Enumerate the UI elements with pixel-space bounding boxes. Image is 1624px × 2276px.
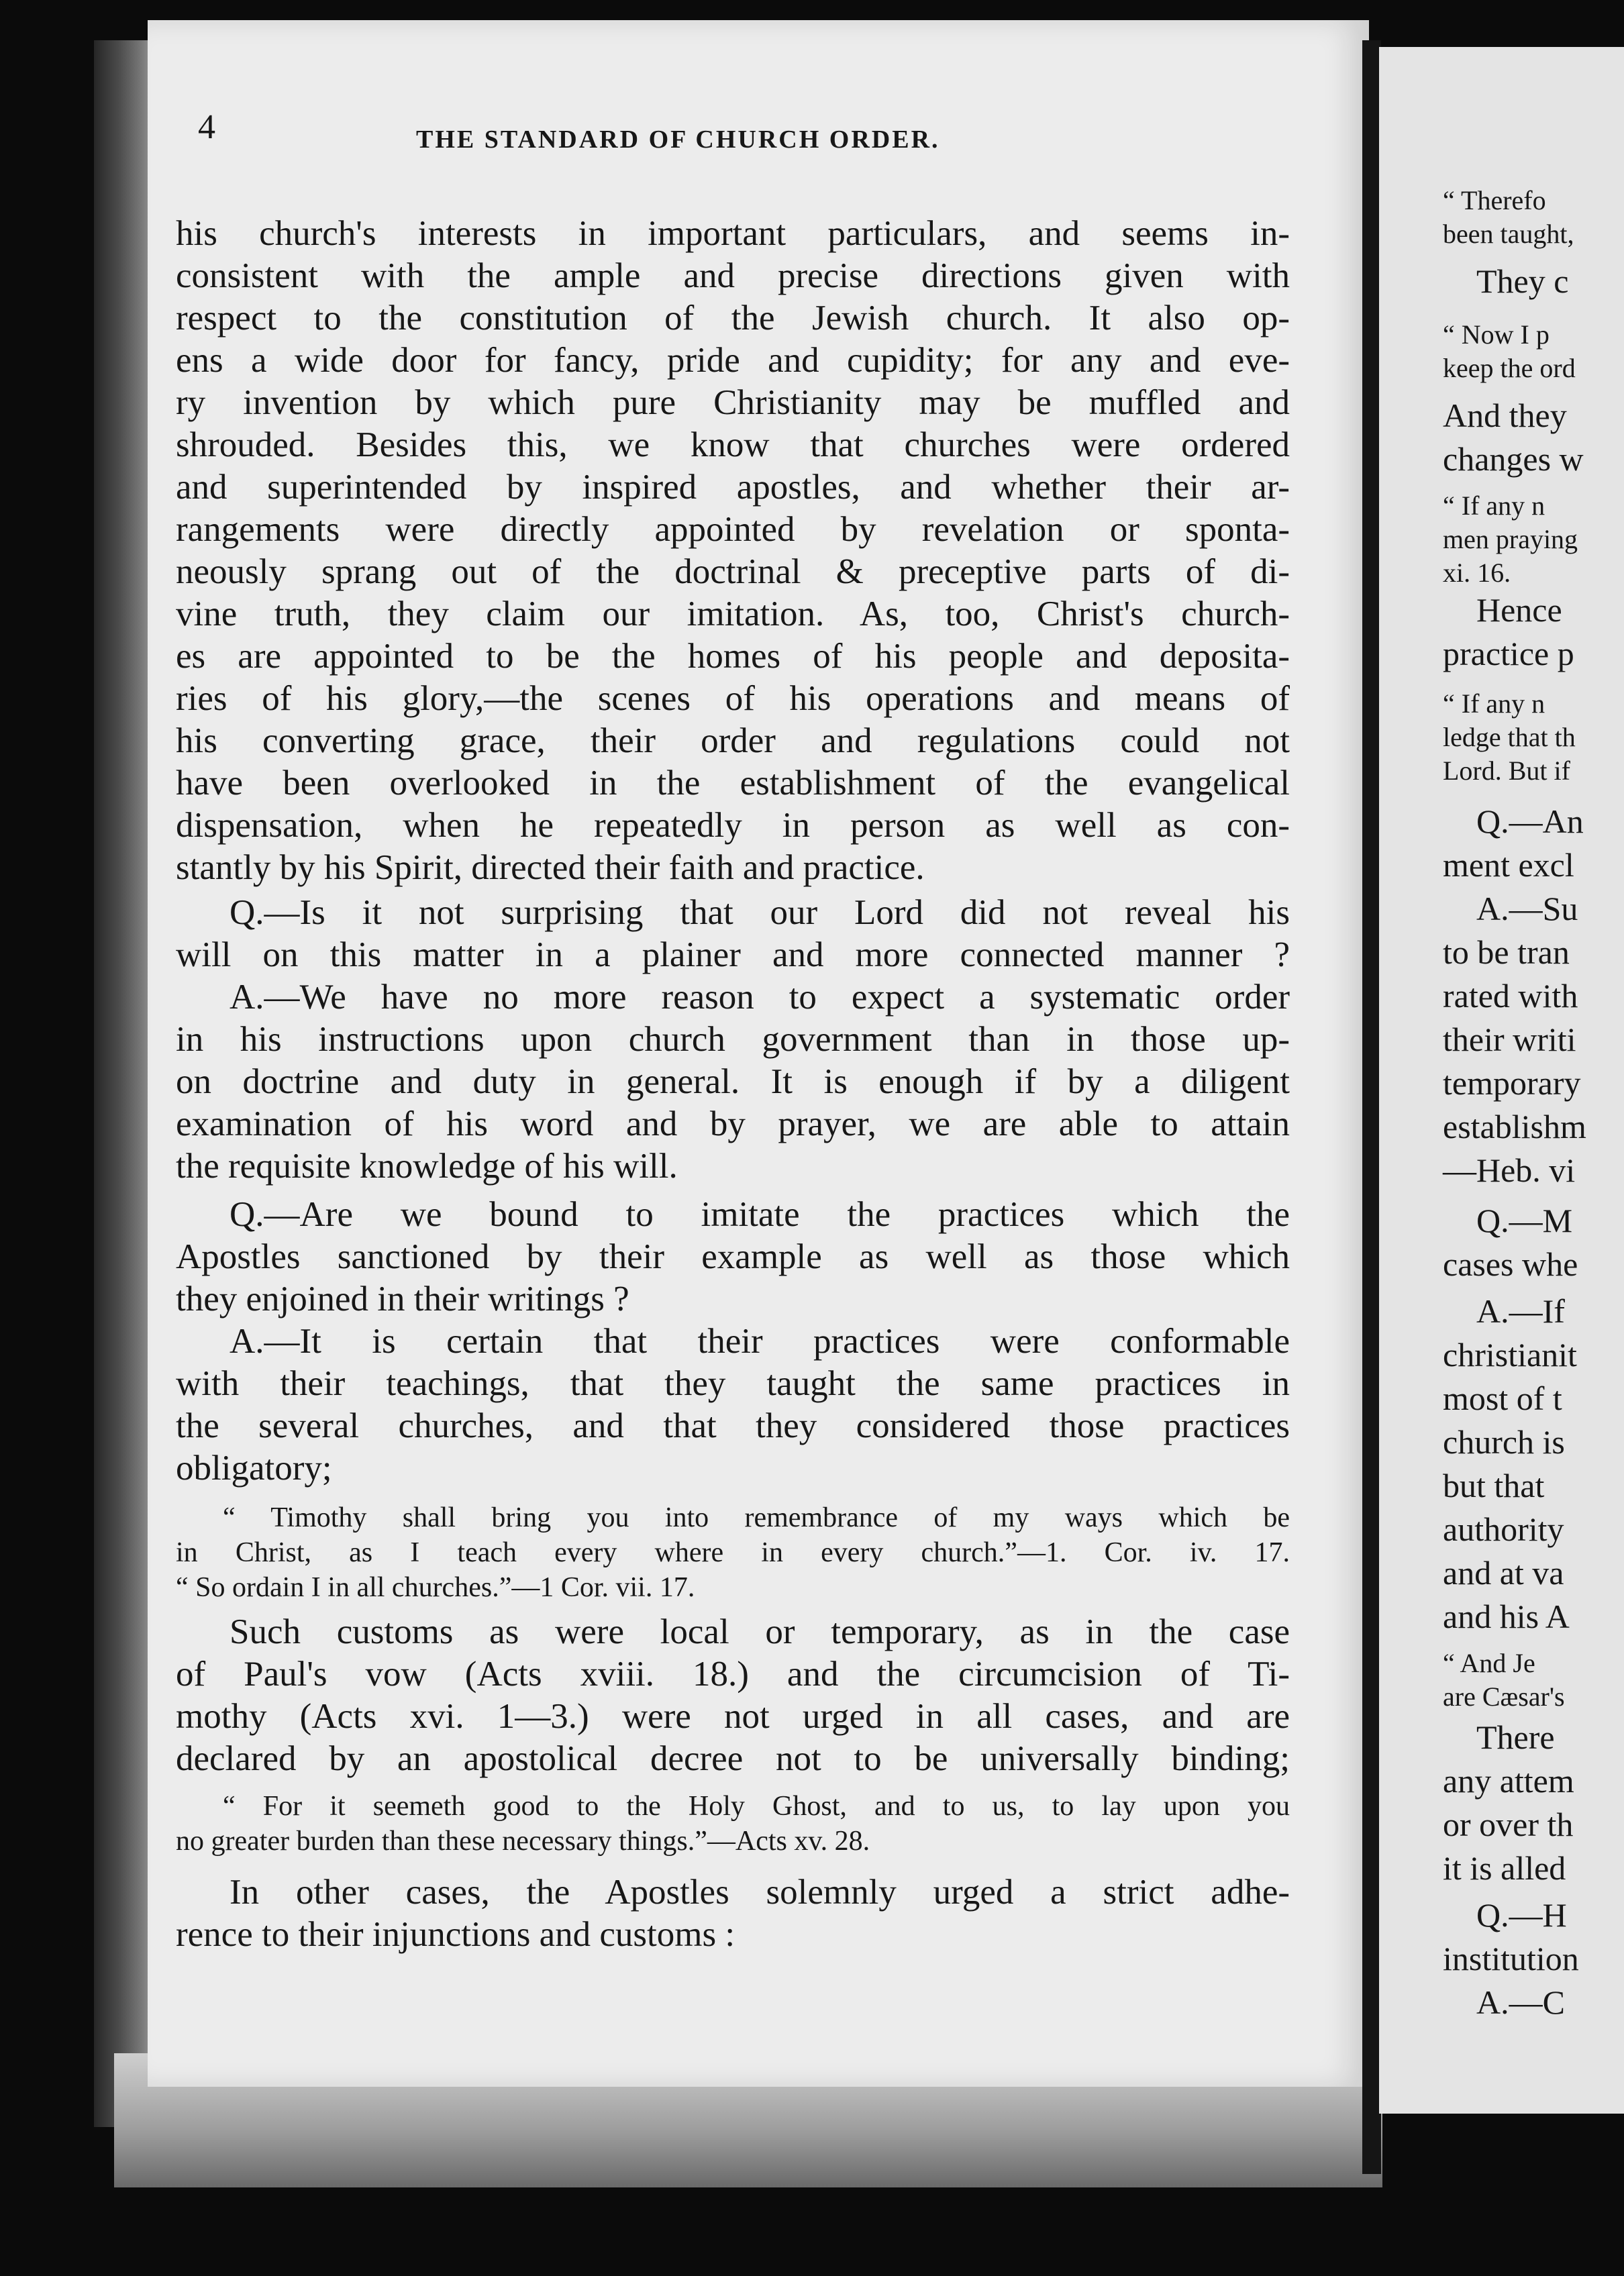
right-text-line: are Cæsar's [1443,1682,1565,1712]
text-line: mothy (Acts xvi. 1—3.) were not urged in all cases, and are [176,1697,1290,1736]
text-line: neously sprang out of the doctrinal & preceptive parts of di- [176,552,1290,591]
text-line: have been overlooked in the establishment of the evangelical [176,764,1290,803]
right-text-line: cases whe [1443,1245,1578,1283]
text-line: shrouded. Besides this, we know that churches were ordered [176,425,1290,464]
scripture-quote-line: in Christ, as I teach every where in every church.”—1. Cor. iv. 17. [176,1537,1290,1568]
right-text-line: ment excl [1443,846,1574,884]
right-text-line: but that [1443,1467,1545,1504]
text-line: the several churches, and that they considered those practices [176,1406,1290,1445]
scripture-quote-line: “ So ordain I in all churches.”—1 Cor. vii. 17. [176,1572,695,1603]
answer-line: A.—It is certain that their practices were conformable [230,1322,1290,1361]
scripture-quote-line: “ For it seemeth good to the Holy Ghost, and to us, to lay upon you [223,1791,1290,1822]
text-line: Such customs as were local or temporary, as in the case [230,1612,1290,1651]
right-text-line: They c [1476,262,1569,300]
right-text-line: A.—C [1476,1983,1565,2021]
right-text-line: Hence [1476,591,1562,629]
right-text-line: and his A [1443,1598,1570,1635]
text-line: and superintended by inspired apostles, and whether their ar- [176,468,1290,507]
right-text-line: christianit [1443,1336,1577,1374]
text-line: with their teachings, that they taught the same practices in [176,1364,1290,1403]
right-text-line: most of t [1443,1380,1562,1417]
right-text-line: establishm [1443,1108,1586,1145]
right-text-line: Q.—H [1476,1896,1567,1934]
right-text-line: men praying [1443,524,1578,554]
right-text-line: And they [1443,397,1567,434]
text-line: stantly by his Spirit, directed their faith and practice. [176,848,925,887]
book-gutter [1362,40,1381,2174]
right-text-line: church is [1443,1423,1565,1461]
right-text-line: There [1476,1718,1555,1756]
right-text-line: practice p [1443,635,1574,672]
text-line: In other cases, the Apostles solemnly urged a strict adhe- [230,1873,1290,1912]
text-line: obligatory; [176,1449,332,1488]
text-line: will on this matter in a plainer and more connected manner ? [176,935,1290,974]
text-line: examination of his word and by prayer, we are able to attain [176,1104,1290,1143]
right-text-line: “ Now I p [1443,319,1550,350]
question-line: Q.—Are we bound to imitate the practices which the [230,1195,1290,1234]
scripture-quote-line: no greater burden than these necessary things.”—Acts xv. 28. [176,1826,870,1857]
scripture-quote-line: “ Timothy shall bring you into remembrance of my ways which be [223,1502,1290,1533]
text-line: on doctrine and duty in general. It is enough if by a diligent [176,1062,1290,1101]
text-line: declared by an apostolical decree not to be universally binding; [176,1739,1290,1778]
text-line: the requisite knowledge of his will. [176,1147,678,1186]
text-line: vine truth, they claim our imitation. As, too, Christ's church- [176,594,1290,633]
right-text-line: changes w [1443,440,1584,478]
right-text-line: been taught, [1443,219,1574,249]
right-text-line: ledge that th [1443,722,1576,752]
text-line: Apostles sanctioned by their example as well as those which [176,1237,1290,1276]
text-line: of Paul's vow (Acts xviii. 18.) and the circumcision of Ti- [176,1655,1290,1694]
right-text-line: keep the ord [1443,353,1576,383]
text-line: consistent with the ample and precise directions given with [176,256,1290,295]
text-line: ens a wide door for fancy, pride and cupidity; for any and eve- [176,341,1290,380]
text-line: respect to the constitution of the Jewish church. It also op- [176,299,1290,338]
right-text-line: temporary [1443,1064,1581,1102]
text-line: they enjoined in their writings ? [176,1280,629,1318]
right-text-line: A.—Su [1476,890,1578,927]
right-text-line: xi. 16. [1443,558,1511,588]
right-text-line: it is alled [1443,1849,1566,1887]
right-text-line: to be tran [1443,933,1570,971]
right-text-line: any attem [1443,1762,1574,1800]
text-line: rence to their injunctions and customs : [176,1915,735,1954]
text-line: his converting grace, their order and regulations could not [176,721,1290,760]
page-number: 4 [198,108,215,146]
right-text-line: institution [1443,1940,1579,1977]
text-line: es are appointed to be the homes of his people and deposita- [176,637,1290,676]
right-text-line: Lord. But if [1443,756,1570,786]
text-line: ry invention by which pure Christianity may be muffled and [176,383,1290,422]
text-line: in his instructions upon church government than in those up- [176,1020,1290,1059]
question-line: Q.—Is it not surprising that our Lord did not reveal his [230,893,1290,932]
right-text-line: Q.—M [1476,1202,1573,1239]
right-text-line: and at va [1443,1554,1564,1592]
right-text-line: “ Therefo [1443,185,1546,215]
right-text-line: “ And Je [1443,1648,1535,1678]
right-text-line: A.—If [1476,1292,1565,1330]
text-line: dispensation, when he repeatedly in person as well as con- [176,806,1290,845]
right-text-line: Q.—An [1476,803,1584,840]
text-line: rangements were directly appointed by revelation or sponta- [176,510,1290,549]
right-text-line: rated with [1443,977,1578,1015]
right-text-line: or over th [1443,1806,1574,1843]
book-edge-shadow [94,40,154,2127]
answer-line: A.—We have no more reason to expect a systematic order [230,978,1290,1017]
running-head: THE STANDARD OF CHURCH ORDER. [416,125,940,154]
right-text-line: —Heb. vi [1443,1151,1576,1189]
right-text-line: “ If any n [1443,490,1545,521]
text-line: his church's interests in important particulars, and seems in- [176,214,1290,253]
right-text-line: “ If any n [1443,688,1545,719]
text-line: ries of his glory,—the scenes of his operations and means of [176,679,1290,718]
right-text-line: authority [1443,1510,1564,1548]
right-text-line: their writi [1443,1021,1576,1058]
